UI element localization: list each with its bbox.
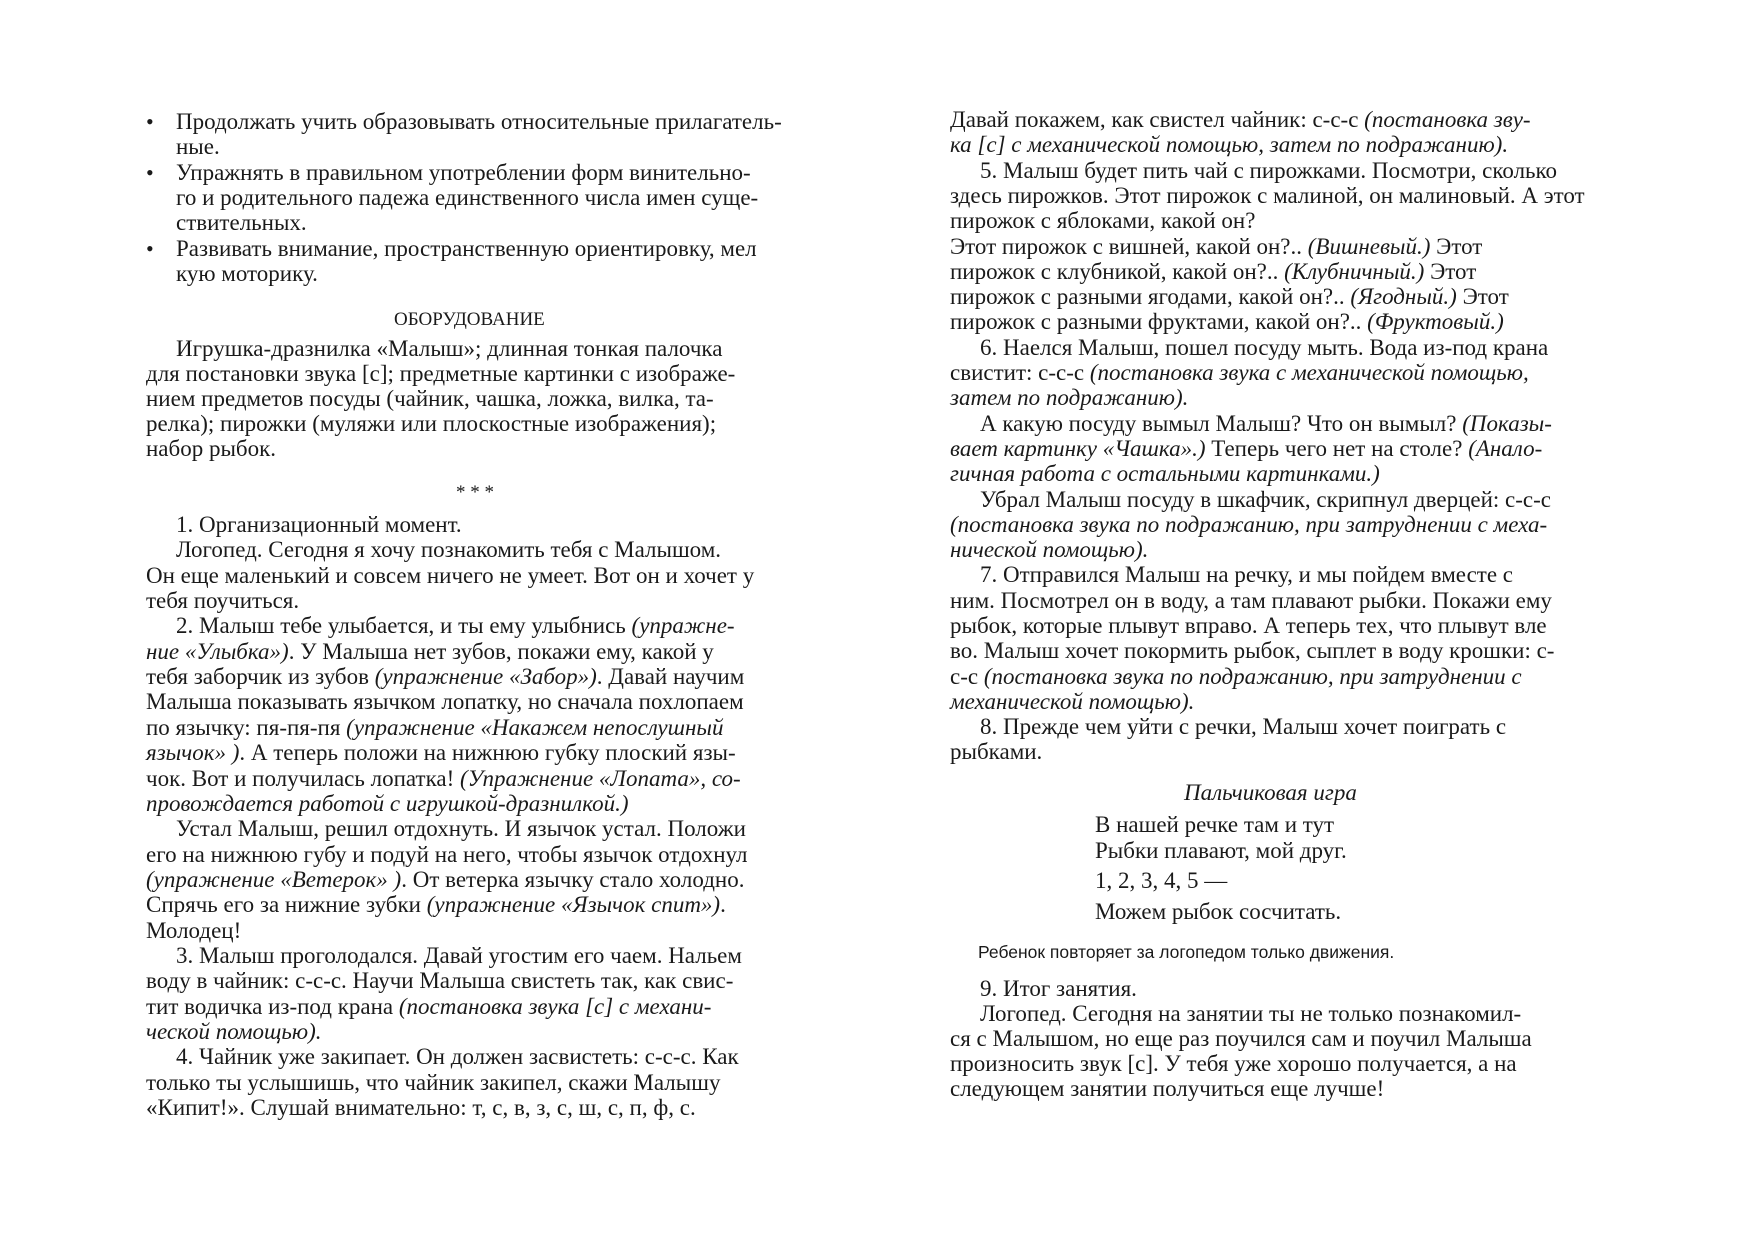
text-line xyxy=(980,411,1552,437)
text-run: Этот xyxy=(1430,234,1483,259)
italic-text: (Клубничный.) xyxy=(1284,259,1425,284)
text-line xyxy=(980,562,1513,588)
text-line xyxy=(176,943,742,969)
text-run: во. Малыш хочет покормить рыбок, сыплет в воду крошки: с- xyxy=(950,638,1555,663)
text-line xyxy=(146,791,629,817)
text-line xyxy=(146,1019,321,1045)
text-run: пирожок с разными фруктами, какой он?.. xyxy=(950,309,1368,334)
italic-text: (постановка звука [с] с механи- xyxy=(398,994,712,1019)
summary-line: ся с Малышом, но еще раз поучился сам и поучил Малыша xyxy=(950,1026,1532,1051)
text-run: А какую посуду вымыл Малыш? Что он вымыл? xyxy=(980,411,1463,436)
bullet-2-line-2: го и родительного падежа единственного числа имен суще- xyxy=(176,185,759,210)
text-line xyxy=(146,588,299,614)
italic-text: (Фруктовый.) xyxy=(1367,309,1504,334)
text-line xyxy=(950,512,1547,538)
italic-text: (постановка зву- xyxy=(1364,107,1531,132)
text-run: Он еще маленький и совсем ничего не умеет. Вот он и хочет у xyxy=(146,563,755,588)
equipment-line: нием предметов посуды (чайник, чашка, ложка, вилка, та- xyxy=(146,386,714,411)
text-run: тебя заборчик из зубов xyxy=(146,664,375,689)
italic-text: язычок» ) xyxy=(146,740,240,765)
text-line xyxy=(980,487,1551,513)
italic-text: вает картинку «Чашка».) xyxy=(950,436,1206,461)
text-line xyxy=(950,613,1547,639)
poem-title-text: Пальчиковая игра xyxy=(1184,780,1357,805)
text-line xyxy=(950,461,1380,487)
text-run: . Давай научим xyxy=(596,664,745,689)
equipment-heading: ОБОРУДОВАНИЕ xyxy=(394,309,545,330)
text-run: свистит: с-с-с xyxy=(950,360,1090,385)
text-run: Этот xyxy=(1456,284,1509,309)
poem-line: В нашей речке там и тут xyxy=(1095,812,1335,837)
text-run: Убрал Малыш посуду в шкафчик, скрипнул дверцей: с-с-с xyxy=(980,487,1551,512)
text-run: 2. Малыш тебе улыбается, и ты ему улыбнись xyxy=(176,613,632,638)
italic-text: нической помощью). xyxy=(950,537,1149,562)
text-line xyxy=(146,766,741,792)
italic-text: (упражнение «Забор») xyxy=(374,664,597,689)
italic-text: гичная работа с остальными картинками.) xyxy=(950,461,1380,486)
text-run: 6. Наелся Малыш, пошел посуду мыть. Вода из-под крана xyxy=(980,335,1549,360)
italic-text: (Ягодный.) xyxy=(1350,284,1457,309)
text-line xyxy=(146,1070,720,1096)
text-line xyxy=(950,208,1255,234)
text-run: . У Малыша нет зубов, покажи ему, какой у xyxy=(288,639,714,664)
text-run: 1. Организационный момент. xyxy=(176,512,462,537)
text-run: 8. Прежде чем уйти с речки, Малыш хочет поиграть с xyxy=(980,714,1507,739)
text-line xyxy=(146,1095,696,1121)
text-run: Этот xyxy=(1424,259,1477,284)
italic-text: ка [с] с механической помощью, затем по подражанию). xyxy=(950,132,1509,157)
text-line xyxy=(950,385,1188,411)
text-line xyxy=(950,234,1482,260)
text-run: Спрячь его за нижние зубки xyxy=(146,892,427,917)
text-line xyxy=(950,284,1509,310)
text-line xyxy=(950,689,1194,715)
summary-line: 9. Итог занятия. xyxy=(980,976,1137,1001)
italic-text: механической помощью). xyxy=(950,689,1195,714)
text-run: . А теперь положи на нижнюю губку плоский язы- xyxy=(239,740,736,765)
text-line xyxy=(980,714,1506,740)
summary-line: Логопед. Сегодня на занятии ты не только познакомил- xyxy=(980,1001,1522,1026)
text-line xyxy=(950,259,1476,285)
text-line xyxy=(950,183,1585,209)
instruction-note: Ребенок повторяет за логопедом только движения. xyxy=(978,942,1395,962)
text-run: Теперь чего нет на столе? xyxy=(1205,436,1469,461)
bullet-1-line-2: ные. xyxy=(176,134,220,159)
text-line xyxy=(950,638,1554,664)
bullet-marker: • xyxy=(146,109,154,134)
text-line xyxy=(950,360,1529,386)
text-run: рыбок, которые плывут вправо. А теперь тех, что плывут вле xyxy=(950,613,1547,638)
text-run: Логопед. Сегодня я хочу познакомить тебя с Малышом. xyxy=(176,537,722,562)
text-line xyxy=(146,664,744,690)
text-run: пирожок с клубникой, какой он?.. xyxy=(950,259,1285,284)
text-run: . xyxy=(720,892,726,917)
text-line xyxy=(950,309,1504,335)
text-line xyxy=(176,512,462,538)
text-run: чок. Вот и получилась лопатка! xyxy=(146,766,461,791)
text-run: рыбками. xyxy=(950,739,1043,764)
italic-text: (упражнение «Накажем непослушный xyxy=(346,715,724,740)
poem-line: Рыбки плавают, мой друг. xyxy=(1095,838,1347,863)
text-run: 7. Отправился Малыш на речку, и мы пойдем вместе с xyxy=(980,562,1514,587)
italic-text: затем по подражанию). xyxy=(950,385,1189,410)
text-line xyxy=(950,132,1508,158)
summary-line: следующем занятии получиться еще лучше! xyxy=(950,1076,1385,1101)
text-line xyxy=(146,994,711,1020)
text-run: Давай покажем, как свистел чайник: с-с-с xyxy=(950,107,1365,132)
text-line xyxy=(950,107,1531,133)
equipment-line: Игрушка-дразнилка «Малыш»; длинная тонкая палочка xyxy=(176,336,723,361)
text-run: Малыша показывать язычком лопатку, но сначала похлопаем xyxy=(146,689,744,714)
poem-line: 1, 2, 3, 4, 5 — xyxy=(1095,868,1228,893)
text-line xyxy=(176,1044,739,1070)
summary-line: произносить звук [с]. У тебя уже хорошо получается, а на xyxy=(950,1051,1517,1076)
text-run: только ты услышишь, что чайник закипел, скажи Малышу xyxy=(146,1070,721,1095)
text-line xyxy=(980,335,1548,361)
bullet-2-line-3: ствительных. xyxy=(176,210,307,235)
text-run: 4. Чайник уже закипает. Он должен засвистеть: с-с-с. Как xyxy=(176,1044,739,1069)
italic-text: (Анало- xyxy=(1468,436,1543,461)
bullet-1-line-1: Продолжать учить образовывать относительные прилагатель- xyxy=(176,109,782,134)
text-run: по язычку: пя-пя-пя xyxy=(146,715,347,740)
text-run: пирожок с яблоками, какой он? xyxy=(950,208,1256,233)
text-line xyxy=(176,613,735,639)
text-line xyxy=(146,689,744,715)
text-run: здесь пирожков. Этот пирожок с малиной, он малиновый. А этот xyxy=(950,183,1585,208)
text-line xyxy=(950,588,1552,614)
text-line xyxy=(980,158,1557,184)
bullet-3-line-2: кую моторику. xyxy=(176,261,318,286)
text-line xyxy=(146,892,726,918)
section-separator: * * * xyxy=(456,482,494,503)
text-line xyxy=(146,968,733,994)
italic-text: (Вишневый.) xyxy=(1307,234,1431,259)
italic-text: ние «Улыбка») xyxy=(146,639,289,664)
text-run: пирожок с разными ягодами, какой он?.. xyxy=(950,284,1351,309)
text-run: «Кипит!». Слушай внимательно: т, с, в, з, с, ш, с, п, ф, с. xyxy=(146,1095,696,1120)
text-run: . От ветерка язычку стало холодно. xyxy=(401,867,745,892)
equipment-line: для постановки звука [с]; предметные картинки с изображе- xyxy=(146,361,736,386)
text-line xyxy=(950,537,1148,563)
italic-text: (упражне- xyxy=(631,613,735,638)
text-run: Молодец! xyxy=(146,918,242,943)
text-run: его на нижнюю губу и подуй на него, чтобы язычок отдохнул xyxy=(146,842,748,867)
text-line xyxy=(146,842,748,868)
italic-text: (постановка звука с механической помощью, xyxy=(1089,360,1529,385)
bullet-marker: • xyxy=(146,160,154,185)
bullet-marker: • xyxy=(146,236,154,261)
text-line xyxy=(146,639,714,665)
text-run: ним. Посмотрел он в воду, а там плавают рыбки. Покажи ему xyxy=(950,588,1552,613)
text-line xyxy=(146,918,241,944)
text-run: Устал Малыш, решил отдохнуть. И язычок устал. Положи xyxy=(176,816,746,841)
italic-text: (упражнение «Ветерок» ) xyxy=(146,867,402,892)
italic-text: (Показы- xyxy=(1462,411,1552,436)
text-line xyxy=(146,715,723,741)
bullet-3-line-1: Развивать внимание, пространственную ориентировку, мел xyxy=(176,236,757,261)
text-run: воду в чайник: с-с-с. Научи Малыша свистеть так, как свис- xyxy=(146,968,734,993)
italic-text: ческой помощью). xyxy=(146,1019,322,1044)
text-run: с-с xyxy=(950,664,984,689)
italic-text: (Упражнение «Лопата», со- xyxy=(460,766,741,791)
text-line xyxy=(146,740,736,766)
text-run: Этот пирожок с вишней, какой он?.. xyxy=(950,234,1308,259)
poem-line: Можем рыбок сосчитать. xyxy=(1095,899,1342,924)
text-line xyxy=(146,867,744,893)
equipment-line: набор рыбок. xyxy=(146,436,277,461)
italic-text: (упражнение «Язычок спит») xyxy=(426,892,721,917)
italic-text: (постановка звука по подражанию, при затруднении с xyxy=(983,664,1522,689)
italic-text: (постановка звука по подражанию, при затруднении с меха- xyxy=(950,512,1548,537)
text-run: тебя поучиться. xyxy=(146,588,300,613)
text-line xyxy=(176,816,746,842)
bullet-2-line-1: Упражнять в правильном употреблении форм винительно- xyxy=(176,160,751,185)
italic-text: провождается работой с игрушкой-дразнилкой.) xyxy=(146,791,629,816)
text-line xyxy=(146,563,754,589)
text-line xyxy=(950,739,1042,765)
text-run: 5. Малыш будет пить чай с пирожками. Посмотри, сколько xyxy=(980,158,1558,183)
poem-title xyxy=(1184,780,1357,806)
text-line xyxy=(950,664,1522,690)
text-line xyxy=(950,436,1542,462)
text-run: 3. Малыш проголодался. Давай угостим его чаем. Нальем xyxy=(176,943,742,968)
text-run: тит водичка из-под крана xyxy=(146,994,399,1019)
equipment-line: релка); пирожки (муляжи или плоскостные изображения); xyxy=(146,411,717,436)
text-line xyxy=(176,537,721,563)
